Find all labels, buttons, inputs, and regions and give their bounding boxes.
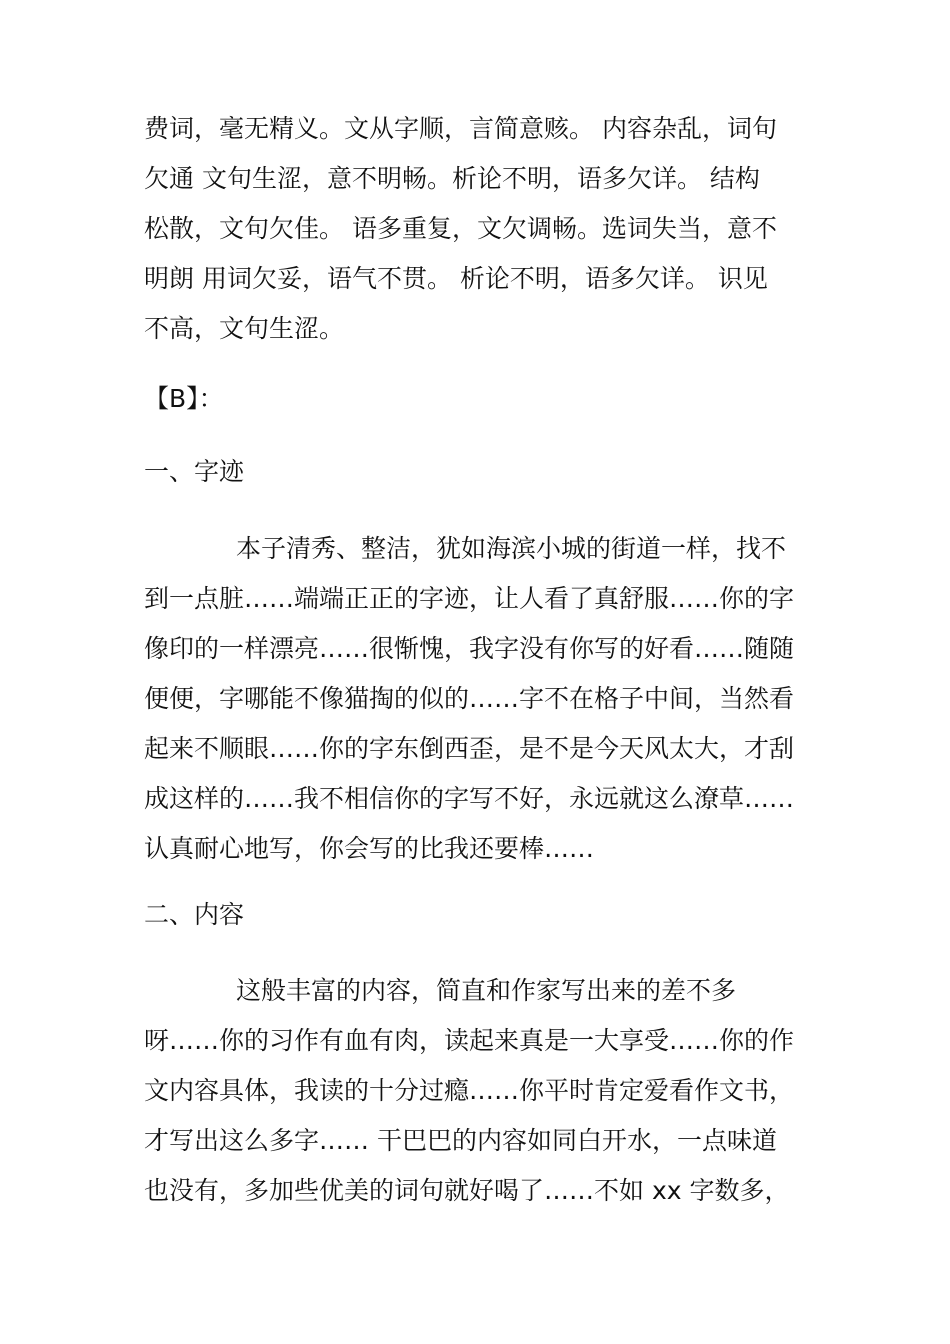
section-2-paragraph [144, 966, 812, 1216]
paragraph-line: 认真耐心地写，你会写的比我还要棒…… [144, 834, 595, 863]
paragraph-line: 起来不顺眼……你的字东倒西歪，是不是今天风太大，才刮 [144, 734, 795, 763]
paragraph-line: 明朗 用词欠妥，语气不贯。 析论不明，语多欠详。 识见 [144, 264, 768, 293]
paragraph-line: 这般丰富的内容，简直和作家写出来的差不多 [236, 976, 737, 1005]
section-b-label: 【B】： [144, 384, 224, 413]
paragraph-line: 也没有，多加些优美的词句就好喝了……不如 xx 字数多， [144, 1176, 790, 1205]
paragraph-line: 呀……你的习作有血有肉，读起来真是一大享受……你的作 [144, 1026, 795, 1055]
paragraph-line: 费词，毫无精义。文从字顺，言简意赅。 内容杂乱，词句 [144, 114, 777, 143]
paragraph-line: 松散，文句欠佳。 语多重复，文欠调畅。选词失当，意不 [144, 214, 777, 243]
paragraph-line: 像印的一样漂亮……很惭愧，我字没有你写的好看……随随 [144, 634, 795, 663]
paragraph-line: 到一点脏……端端正正的字迹，让人看了真舒服……你的字 [144, 584, 795, 613]
paragraph-line: 本子清秀、整洁，犹如海滨小城的街道一样，找不 [236, 534, 787, 563]
section-1-heading: 一、字迹 [144, 457, 245, 486]
paragraph-line: 文内容具体，我读的十分过瘾……你平时肯定爱看作文书， [144, 1076, 795, 1105]
section-1-paragraph [144, 524, 812, 874]
paragraph-line: 便便，字哪能不像猫掏的似的……字不在格子中间，当然看 [144, 684, 795, 713]
top-paragraph [144, 104, 812, 354]
paragraph-line: 不高，文句生涩。 [144, 314, 345, 343]
paragraph-line: 欠通 文句生涩，意不明畅。析论不明，语多欠详。 结构 [144, 164, 760, 193]
section-2-heading: 二、内容 [144, 900, 245, 929]
paragraph-line: 成这样的……我不相信你的字写不好，永远就这么潦草…… [144, 784, 795, 813]
paragraph-line: 才写出这么多字…… 干巴巴的内容如同白开水，一点味道 [144, 1126, 777, 1155]
